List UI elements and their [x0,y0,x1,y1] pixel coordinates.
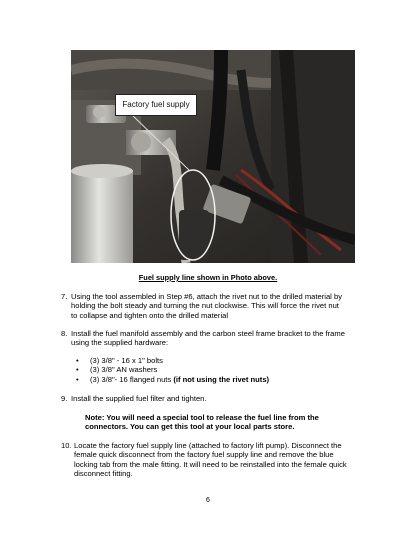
step-number: 10. [61,441,72,450]
step-text-line: using the supplied hardware: [71,338,169,348]
photo-callout-label: Factory fuel supply [115,94,197,116]
step-text-line: disconnect fitting. [74,469,133,479]
list-item-text: (3) 3/8"- 16 flanged nuts [90,374,174,384]
step-text-line: Using the tool assembled in Step #6, attach the rivet nut to the drilled material by [71,292,342,301]
list-item-text: (3) 3/8" - 16 x 1" bolts [90,356,163,365]
list-item-text: (3) 3/8" AN washers [90,365,158,375]
step-text-line: locking tab from the male fitting. It will need to be reinstalled into the female quick [74,459,347,469]
step-text-line: female quick disconnect from the factory fuel supply line and remove the blue [74,450,334,460]
page-number: 6 [206,497,210,504]
note-line: connectors. You can get this tool at your local parts store. [85,422,295,432]
fuel-supply-photo [71,50,355,263]
step-text-line: Install the supplied fuel filter and tighten. [71,394,207,403]
photo-caption: Fuel supply line shown in Photo above. [138,273,278,282]
step-text-line: to collapse and tighten onto the drilled material [71,310,229,320]
list-item [76,365,269,374]
step-text-line: holding the bolt steady and turning the nut clockwise. This will force the rivet nut [71,301,339,311]
note-line: Note: You will need a special tool to release the fuel line from the [85,413,319,422]
hardware-list [76,356,269,384]
step-number: 7. [61,292,68,301]
special-tool-note [85,413,385,432]
bullet-icon: • [76,356,79,365]
step-text-line: Locate the factory fuel supply line (attached to factory lift pump). Disconnect the [74,441,342,450]
step-number: 8. [61,329,68,338]
engine-bay-image [71,50,355,263]
list-item-bold-note: (if not using the rivet nuts) [173,374,270,384]
step-text-line: Install the fuel manifold assembly and the carbon steel frame bracket to the frame [71,329,345,338]
bullet-icon: • [76,365,79,375]
list-item [76,356,269,365]
bullet-icon: • [76,374,79,384]
step-number: 9. [61,394,68,403]
list-item [76,375,269,384]
